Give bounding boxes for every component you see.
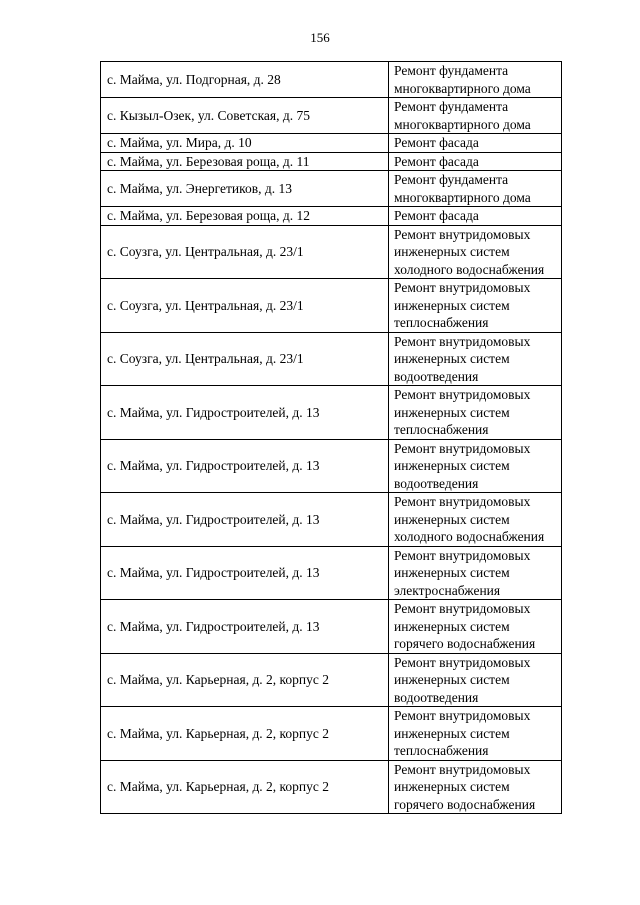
work-type-line: инженерных систем [394,458,510,473]
work-type-line: Ремонт фундамента [394,172,509,187]
work-type-line: теплоснабжения [394,422,489,437]
table-row [101,134,562,153]
work-type-line: электроснабжения [394,582,501,598]
work-type-cell [389,152,562,171]
work-type-line: инженерных систем [394,244,510,259]
work-type-line: горячего водоснабжения [394,796,536,812]
work-type-cell [389,493,562,547]
table-body [101,62,562,814]
work-type-line: водоотведения [394,689,479,705]
work-type-cell [389,62,562,98]
table-row [101,493,562,547]
work-type-line: Ремонт внутридомовых [394,708,531,723]
work-type-cell [389,207,562,226]
address-cell: с. Кызыл-Озек, ул. Советская, д. 75 [101,98,389,134]
work-type-line: горячего водоснабжения [394,636,536,651]
work-type-cell [389,279,562,333]
work-type-cell [389,600,562,654]
work-type-line: Ремонт внутридомовых [394,280,531,295]
address-cell: с. Майма, ул. Карьерная, д. 2, корпус 2 [101,653,389,707]
address-cell: с. Майма, ул. Карьерная, д. 2, корпус 2 [101,707,389,761]
work-type-line: инженерных систем [394,351,510,366]
address-cell: с. Майма, ул. Гидростроителей, д. 13 [101,493,389,547]
work-type-line: холодного водоснабжения [394,261,545,277]
address-cell: с. Соузга, ул. Центральная, д. 23/1 [101,332,389,386]
work-type-line: Ремонт внутридомовых [394,761,531,777]
work-type-line: Ремонт внутридомовых [394,494,531,509]
address-cell: с. Майма, ул. Мира, д. 10 [101,134,389,153]
work-type-cell [389,760,562,814]
work-type-line: водоотведения [394,475,479,491]
work-type-cell [389,171,562,207]
table-row [101,546,562,600]
address-cell: с. Майма, ул. Гидростроителей, д. 13 [101,439,389,493]
work-type-line: Ремонт внутридомовых [394,440,531,456]
work-type-line: Ремонт внутридомовых [394,226,531,242]
work-type-line: инженерных систем [394,565,510,580]
table-row [101,207,562,226]
work-type-cell [389,546,562,600]
work-type-line: Ремонт внутридомовых [394,547,531,563]
address-cell: с. Соузга, ул. Центральная, д. 23/1 [101,225,389,279]
work-type-line: теплоснабжения [394,743,489,758]
address-cell: с. Майма, ул. Подгорная, д. 28 [101,62,389,98]
address-cell: с. Майма, ул. Гидростроителей, д. 13 [101,600,389,654]
work-type-cell [389,98,562,134]
work-type-line: многоквартирного дома [394,116,531,132]
work-type-line: Ремонт фасада [394,153,479,169]
work-type-line: многоквартирного дома [394,189,531,205]
work-type-line: Ремонт внутридомовых [394,601,531,616]
work-type-line: Ремонт внутридомовых [394,387,531,402]
work-type-line: многоквартирного дома [394,80,531,96]
address-cell: с. Майма, ул. Энергетиков, д. 13 [101,171,389,207]
table-row [101,332,562,386]
address-cell: с. Майма, ул. Березовая роща, д. 11 [101,152,389,171]
work-type-cell [389,225,562,279]
work-type-cell [389,134,562,153]
work-type-line: инженерных систем [394,618,510,634]
work-type-cell [389,653,562,707]
table-row [101,760,562,814]
work-type-line: Ремонт фасада [394,135,479,150]
work-type-cell [389,439,562,493]
table-row [101,439,562,493]
table-row [101,98,562,134]
table-row [101,653,562,707]
work-type-line: Ремонт фундамента [394,99,509,114]
address-cell: с. Соузга, ул. Центральная, д. 23/1 [101,279,389,333]
work-type-line: Ремонт фасада [394,208,479,223]
table-row [101,152,562,171]
work-type-cell [389,386,562,440]
address-cell: с. Майма, ул. Гидростроителей, д. 13 [101,386,389,440]
work-type-line: инженерных систем [394,725,510,741]
repair-works-table [100,61,562,814]
table-row [101,386,562,440]
work-type-line: инженерных систем [394,404,510,420]
work-type-line: Ремонт фундамента [394,63,509,78]
table-row [101,279,562,333]
table-row [101,707,562,761]
page-number: 156 [310,30,330,45]
work-type-cell [389,332,562,386]
work-type-line: инженерных систем [394,779,510,794]
work-type-line: водоотведения [394,368,479,384]
table-row [101,225,562,279]
work-type-line: холодного водоснабжения [394,529,545,544]
address-cell: с. Майма, ул. Карьерная, д. 2, корпус 2 [101,760,389,814]
address-cell: с. Майма, ул. Березовая роща, д. 12 [101,207,389,226]
work-type-line: инженерных систем [394,511,510,527]
work-type-line: Ремонт внутридомовых [394,654,531,670]
work-type-line: инженерных систем [394,672,510,687]
table-row [101,171,562,207]
work-type-line: Ремонт внутридомовых [394,333,531,349]
work-type-line: теплоснабжения [394,315,489,330]
work-type-cell [389,707,562,761]
table-row [101,62,562,98]
work-type-line: инженерных систем [394,297,510,313]
table-row [101,600,562,654]
address-cell: с. Майма, ул. Гидростроителей, д. 13 [101,546,389,600]
